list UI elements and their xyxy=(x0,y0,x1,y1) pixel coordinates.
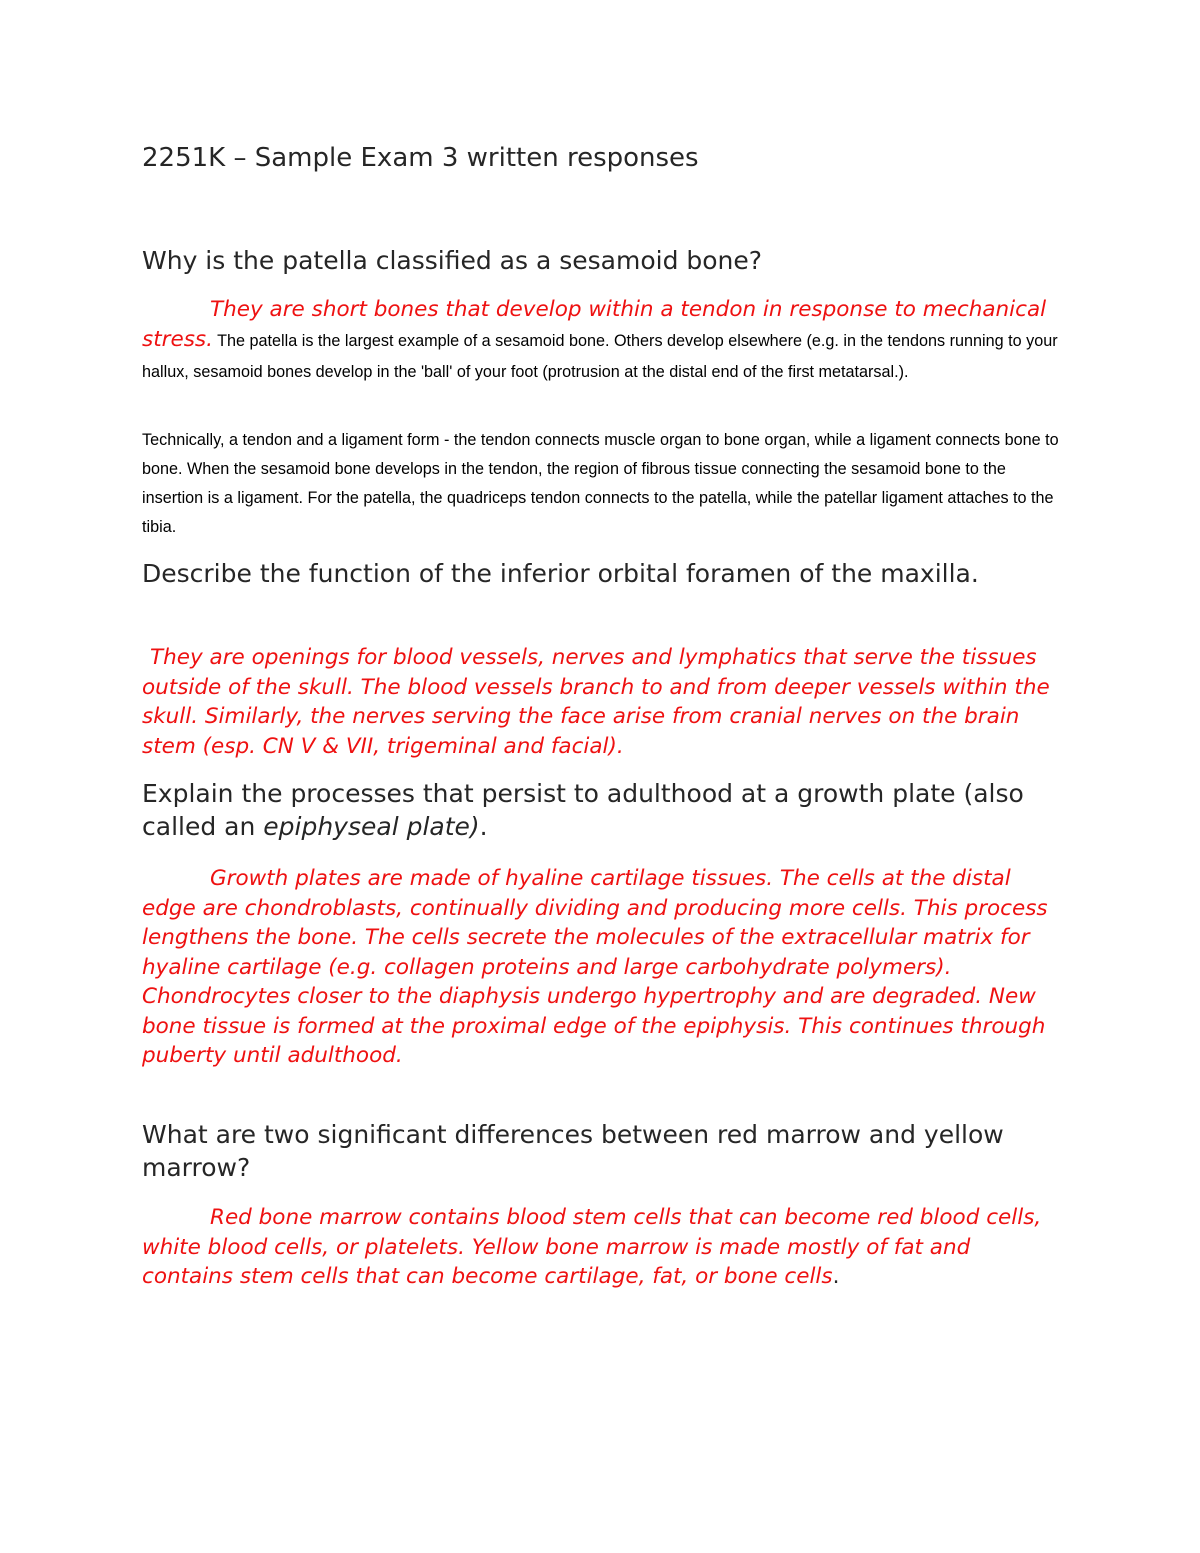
question-end: . xyxy=(479,812,488,841)
question-start: Explain the processes that persist to adulthood at a growth plate (also called an xyxy=(142,779,1024,841)
question-block-3 xyxy=(142,777,1062,843)
note-text: Technically, a tendon and a ligament form - the tendon connects muscle organ to bone organ, while a ligament connects bone to bone. When the sesamoid bone develops in the tendon, the region of fibrous tissue connecting the sesamoid bone to the insertion is a ligament. For the patella, the quadriceps tendon connects to the patella, while the patellar ligament attaches to the tibia. xyxy=(142,431,1059,536)
answer-end: . xyxy=(832,1264,840,1289)
answer-block-2 xyxy=(142,643,1062,761)
answer-red: They are openings for blood vessels, nerves and lymphatics that serve the tissues outside of the skull. The blood vessels branch to and from deeper vessels within the skull. Similarly, the nerves serving the face arise from cranial nerves on the brain stem (esp. CN V & VII, trigeminal and facial). xyxy=(142,645,1050,759)
note-block-1 xyxy=(142,426,1062,542)
answer-text xyxy=(142,643,1062,761)
answer-text xyxy=(142,1203,1062,1292)
answer-block-1 xyxy=(142,295,1062,388)
question-heading: Why is the patella classified as a sesamoid bone? xyxy=(142,246,763,275)
answer-text xyxy=(142,295,1062,388)
document-title: 2251K – Sample Exam 3 written responses xyxy=(142,143,699,173)
question-heading: What are two significant differences between red marrow and yellow marrow? xyxy=(142,1120,1004,1182)
answer-block-4 xyxy=(142,1203,1062,1292)
question-emphasis: epiphyseal plate) xyxy=(263,812,480,841)
answer-block-3 xyxy=(142,864,1062,1071)
answer-red: Growth plates are made of hyaline cartilage tissues. The cells at the distal edge are chondroblasts, continually dividing and producing more cells. This process lengthens the bone. The cells secrete the molecules of the extracellular matrix for hyaline cartilage (e.g. collagen proteins and large carbohydrate polymers). Chondrocytes closer to the diaphysis undergo hypertrophy and are degraded. New bone tissue is formed at the proximal edge of the epiphysis. This continues through puberty until adulthood. xyxy=(142,866,1048,1068)
answer-text xyxy=(142,864,1062,1071)
answer-red: Red bone marrow contains blood stem cells that can become red blood cells, white blood cells, or platelets. Yellow bone marrow is made mostly of fat and contains stem cells that can become cartilage, fat, or bone cells xyxy=(142,1205,1042,1289)
question-block-2 xyxy=(142,557,1062,590)
answer-plain: The patella is the largest example of a sesamoid bone. Others develop elsewhere (e.g. in the tendons running to your hallux, sesamoid bones develop in the 'ball' of your foot (protrusion at the distal end of the first metatarsal.). xyxy=(142,331,1058,381)
answer-red: They are short bones that develop within a tendon in response to mechanical stress. xyxy=(142,297,1047,352)
question-block-1 xyxy=(142,244,1062,277)
question-heading: Describe the function of the inferior orbital foramen of the maxilla. xyxy=(142,559,979,588)
question-block-4 xyxy=(142,1118,1062,1184)
question-heading xyxy=(142,777,1062,843)
